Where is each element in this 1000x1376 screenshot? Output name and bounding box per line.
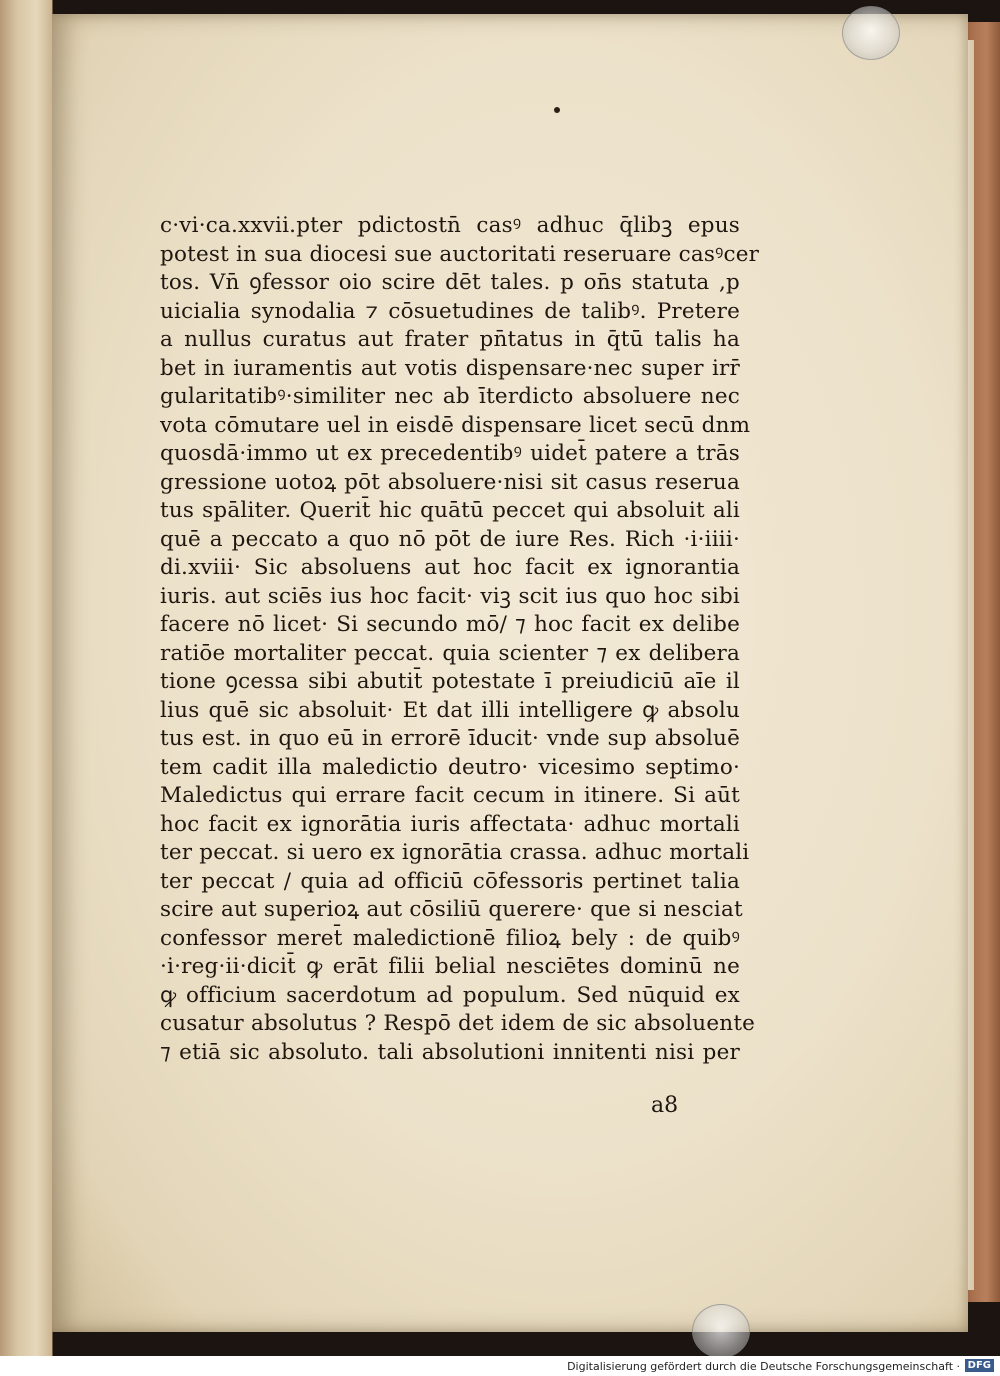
text-line: hoc facit ex ignorātia iuris affectata· adhuc mortali: [160, 811, 740, 837]
text-line: vota cōmutare uel in eisdē dispensare licet secū dnm: [160, 412, 751, 438]
ink-speck: [554, 107, 560, 113]
text-line: tos. Vn̄ ꝯfessor oio scire dēt tales. p on̄s statuta ,p: [160, 270, 740, 295]
text-line: di.xviii· Sic absoluens aut hoc facit ex ignorantia: [160, 555, 740, 580]
text-line: quosdā·immo ut ex precedentibꝰ uidet̄ patere a trās: [160, 441, 740, 466]
text-line: potest in sua diocesi sue auctoritati reseruare casꝰcer: [160, 241, 760, 267]
text-line: a nullus curatus aut frater pn̄tatus in q̄tū talis ha: [160, 327, 740, 352]
text-line: tus est. in quo eū in errorē īducit· vnde sup absoluē: [160, 726, 740, 751]
text-line: uicialia synodalia ⁊ cōsuetudines de talibꝰ. Pretere: [160, 298, 740, 324]
text-line: ⁊ etiā sic absoluto. tali absolutioni innitenti nisi per: [160, 1039, 740, 1065]
text-line: tione ꝯcessa sibi abutit̄ potestate ī preiudiciū aīe il: [160, 669, 740, 694]
funding-notice: Digitalisierung gefördert durch die Deutsche Forschungsgemeinschaft ·: [567, 1360, 960, 1373]
text-line: gressione uotoꝝ pōt absoluere·nisi sit casus reserua: [160, 469, 740, 495]
left-page-edge: [0, 0, 53, 1356]
page-text-block: [160, 212, 760, 1067]
footer-bar: [0, 1356, 1000, 1376]
text-line: ꝙ officium sacerdotum ad populum. Sed nūquid ex: [160, 982, 740, 1008]
signature-mark: a8: [651, 1093, 679, 1118]
text-line: ter peccat / quia ad officiū cōfessoris pertinet talia: [160, 868, 740, 894]
text-line: c·vi·ca.xxvii.pter pdictostn̄ casꝰ adhuc q̄libꝫ epus: [160, 213, 740, 238]
text-line: quē a peccato a quo nō pōt de iure Res. Rich ·i·iiii·: [160, 526, 740, 552]
text-line: ratiōe mortaliter peccat. quia scienter ⁊ ex delibera: [160, 640, 740, 666]
text-line: cusatur absolutus ? Respō det idem de sic absoluente: [160, 1011, 756, 1036]
text-line: iuris. aut sciēs ius hoc facit· viꝫ scit ius quo hoc sibi: [160, 583, 740, 609]
text-line: gularitatibꝰ·similiter nec ab īterdicto absoluere nec: [160, 384, 740, 409]
dfg-logo: DFG: [965, 1359, 994, 1372]
text-line: bet in iuramentis aut votis dispensare·nec super irr̄: [160, 355, 740, 381]
text-line: tem cadit illa maledictio deutro· vicesimo septimo·: [160, 754, 740, 780]
text-line: lius quē sic absoluit· Et dat illi intelligere ꝙ absolu: [160, 697, 740, 723]
text-line: confessor meret̄ maledictionē filioꝝ bely : de quibꝰ: [160, 925, 740, 951]
page-clip-top: [842, 6, 900, 60]
text-line: ·i·reg·ii·dicit̄ ꝙ erāt filii belial nesciētes dominū ne: [160, 954, 740, 979]
text-line: tus spāliter. Querit̄ hic quātū peccet qui absoluit ali: [160, 498, 740, 523]
text-line: ter peccat. si uero ex ignorātia crassa. adhuc mortali: [160, 840, 750, 865]
text-line: scire aut superioꝝ aut cōsiliū querere· que si nesciat: [160, 897, 743, 922]
page-clip-bottom: [692, 1304, 750, 1356]
text-line: Maledictus qui errare facit cecum in itinere. Si aūt: [160, 783, 740, 808]
text-line: facere nō licet· Si secundo mō/ ⁊ hoc facit ex delibe: [160, 612, 740, 637]
